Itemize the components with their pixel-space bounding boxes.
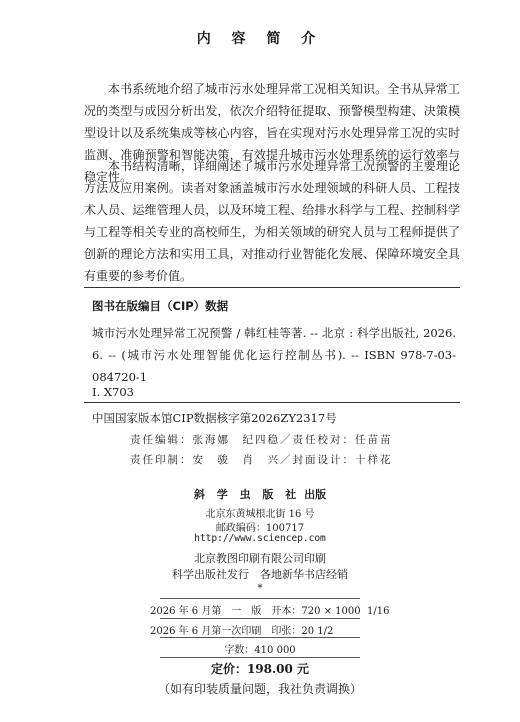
publisher-suffix: 出版 — [304, 488, 327, 501]
printing-line: 2026 年 6 月第一次印刷 印张：20 1/2 — [150, 626, 334, 637]
distribution-line: 科学出版社发行 各地新华书店经销 — [172, 568, 348, 581]
intro-paragraph-2: 本书结构清晰，详细阐述了城市污水处理异常工况预警的主要理论方法及应用案例。读者对象涵盖城市污水处理领域的科研人员、工程技术人员、运维管理人员，以及环境工程、给排水科学与工程、控制科学与工程等相关专业的高校师生，为相关领域的研究人员与工程师提供了创新的理论方法和实用工具，对推动行业智能化发展、保障环境安全具有重要的参考价值。 — [84, 159, 460, 283]
word-count: 字数：410 000 — [224, 645, 296, 656]
intro-title: 内 容 简 介 — [196, 31, 324, 47]
imprint-rule-1 — [160, 598, 360, 599]
imprint-rule-3 — [160, 637, 360, 638]
publisher-name — [0, 486, 520, 502]
edition-line: 2026 年 6 月第 一 版 开本：720 × 1000 1/16 — [150, 606, 390, 617]
responsibility-editors: 责任编辑：张海娜 纪四稳／责任校对：任苗苗 — [130, 434, 393, 446]
publisher-website: http://www.sciencep.com — [194, 533, 326, 544]
publisher-address: 北京东黄城根北街 16 号 — [205, 509, 315, 520]
price: 定价：198.00 元 — [210, 662, 310, 676]
cip-classification: Ⅰ. X703 — [92, 385, 134, 399]
imprint-rule-4 — [160, 657, 360, 658]
cip-heading: 图书在版编目（CIP）数据 — [92, 299, 229, 313]
star-separator: * — [257, 583, 263, 594]
intro-paragraph-1: 本书系统地介绍了城市污水处理异常工况相关知识。全书从异常工况的类型与成因分析出发，依次介绍特征提取、预警模型构建、决策模型设计以及系统集成等核心内容，旨在实现对污水处理异常工况的实时监测、准确预警和智能决策，有效提升城市污水处理系统的运行效率与稳定性。 — [84, 82, 460, 184]
cip-record: 城市污水处理异常工况预警 / 韩红桂等著. -- 北京 : 科学出版社, 2026. 6. -- (城市污水处理智能优化运行控制丛书). -- ISBN 978-7-03-084720-1 — [92, 326, 456, 384]
printer-line: 北京教图印刷有限公司印刷 — [194, 552, 326, 565]
cip-bottom-rule — [84, 402, 460, 403]
cip-top-rule — [84, 287, 460, 288]
cip-number: 中国国家版本馆CIP数据核字第2026ZY2317号 — [92, 411, 337, 425]
imprint-rule-2 — [160, 618, 360, 619]
quality-note: （如有印装质量问题，我社负责调换） — [157, 682, 362, 696]
responsibility-production: 责任印制：安 骏 肖 兴／封面设计：十样花 — [130, 454, 393, 466]
publisher-logo-text: 斜 学 虫 版 社 — [193, 488, 301, 501]
publisher-postcode: 邮政编码：100717 — [215, 523, 305, 534]
